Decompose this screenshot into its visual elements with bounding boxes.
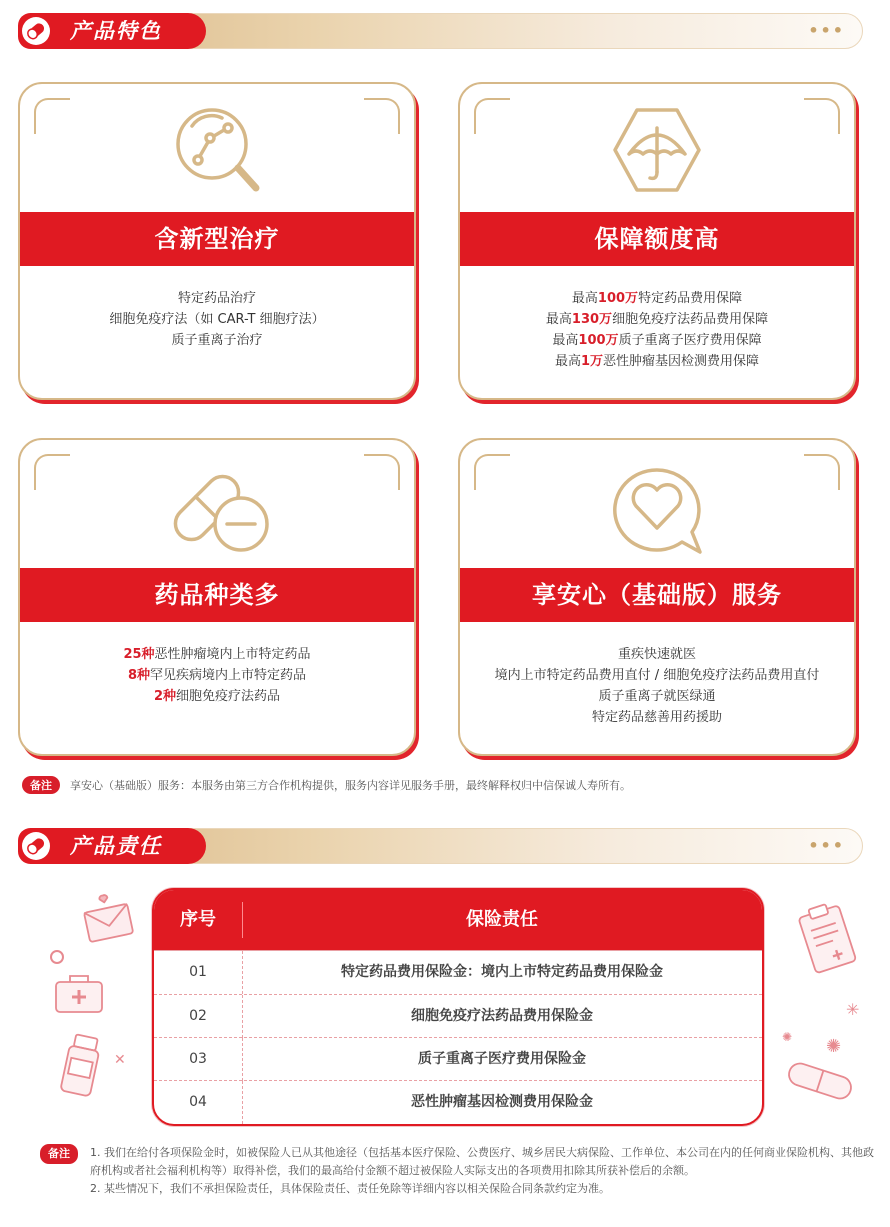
card-line bbox=[20, 665, 414, 686]
sparkle-icon: ✺ bbox=[826, 1036, 842, 1057]
card-title: 享安心（基础版）服务 bbox=[460, 568, 854, 622]
envelope-heart-icon bbox=[78, 892, 138, 952]
card-title: 含新型治疗 bbox=[20, 212, 414, 266]
card-lines bbox=[20, 288, 414, 351]
corner-decoration bbox=[474, 454, 510, 490]
card-line bbox=[460, 309, 854, 330]
line-text: 罕见疾病境内上市特定药品 bbox=[150, 668, 307, 683]
line-text: 质子重离子医疗费用保障 bbox=[618, 333, 762, 348]
feature-card-service bbox=[458, 438, 856, 756]
first-aid-kit-icon bbox=[52, 972, 108, 1020]
line-text: 恶性肿瘤基因检测费用保障 bbox=[603, 354, 760, 369]
highlight-amount: 100万 bbox=[578, 333, 619, 348]
line-text: 质子重离子就医绿通 bbox=[598, 689, 716, 704]
highlight-amount: 130万 bbox=[571, 312, 613, 327]
row-no: 04 bbox=[189, 1094, 207, 1110]
section-header-liability bbox=[18, 828, 863, 864]
more-dots-icon: ••• bbox=[808, 836, 845, 855]
liability-notes bbox=[40, 1144, 880, 1198]
line-text: 特定药品费用保障 bbox=[638, 291, 743, 306]
line-text: 最高 bbox=[571, 291, 598, 306]
highlight-amount: 8种 bbox=[127, 668, 151, 683]
note-item: 1. 我们在给付各项保险金时，如被保险人已从其他途径（包括基本医疗保险、公费医疗、城乡居民大病保险、工作单位、本公司在内的任何商业保险机构、其他政府机构或者社会福利机构等）取得补偿，我们的最高给付金额不超过被保险人实际支出的各项费用扣除其所获补偿后的余额。 bbox=[90, 1146, 874, 1177]
table-row bbox=[154, 1080, 762, 1123]
table-row bbox=[154, 994, 762, 1037]
magnifier-chart-icon bbox=[162, 102, 272, 206]
card-line bbox=[20, 644, 414, 665]
line-text: 境内上市特定药品费用直付 / 细胞免疫疗法药品费用直付 bbox=[494, 668, 820, 683]
more-dots-icon: ••• bbox=[808, 21, 845, 40]
card-line bbox=[460, 686, 854, 707]
row-no: 01 bbox=[189, 964, 207, 980]
line-text: 质子重离子治疗 bbox=[171, 333, 263, 348]
line-text: 最高 bbox=[554, 354, 581, 369]
row-liability: 质子重离子医疗费用保险金 bbox=[418, 1051, 586, 1067]
card-line bbox=[460, 707, 854, 728]
card-line bbox=[460, 330, 854, 351]
line-text: 特定药品治疗 bbox=[177, 291, 256, 306]
line-text: 恶性肿瘤境内上市特定药品 bbox=[154, 647, 311, 662]
line-text: 最高 bbox=[545, 312, 572, 327]
card-title: 保障额度高 bbox=[460, 212, 854, 266]
header-no: 序号 bbox=[180, 909, 216, 930]
row-liability: 细胞免疫疗法药品费用保险金 bbox=[411, 1008, 593, 1024]
note-item: 2. 某些情况下，我们不承担保险责任，具体保险责任、责任免除等详细内容以相关保险合同条款约定为准。 bbox=[90, 1182, 610, 1195]
corner-decoration bbox=[804, 98, 840, 134]
note-text: 享安心（基础版）服务：本服务由第三方合作机构提供，服务内容详见服务手册，最终解释权归中信保诚人寿所有。 bbox=[70, 779, 631, 792]
heart-chat-icon bbox=[602, 458, 712, 562]
card-line bbox=[20, 288, 414, 309]
feature-card-high-coverage bbox=[458, 82, 856, 400]
table-row bbox=[154, 1037, 762, 1080]
card-line bbox=[460, 644, 854, 665]
section-title-text: 产品责任 bbox=[70, 834, 162, 858]
capsule-icon bbox=[22, 832, 50, 860]
feature-card-drug-variety bbox=[18, 438, 416, 756]
line-text: 特定药品慈善用药援助 bbox=[591, 710, 722, 725]
sparkle-icon: ✳ bbox=[846, 1000, 860, 1019]
row-no: 02 bbox=[189, 1008, 207, 1024]
corner-decoration bbox=[364, 98, 400, 134]
card-title: 药品种类多 bbox=[20, 568, 414, 622]
card-line bbox=[460, 288, 854, 309]
card-lines bbox=[20, 644, 414, 707]
umbrella-icon bbox=[607, 102, 707, 206]
row-liability: 特定药品费用保险金：境内上市特定药品费用保险金 bbox=[341, 964, 663, 980]
row-no: 03 bbox=[189, 1051, 207, 1067]
corner-decoration bbox=[804, 454, 840, 490]
line-text: 细胞免疫疗法药品 bbox=[176, 689, 281, 704]
medicine-bottle-icon bbox=[56, 1030, 106, 1104]
card-line bbox=[460, 665, 854, 686]
corner-decoration bbox=[364, 454, 400, 490]
section-title bbox=[18, 13, 206, 49]
card-line bbox=[20, 309, 414, 330]
section-title-text: 产品特色 bbox=[70, 19, 162, 43]
sparkle-icon: ✺ bbox=[782, 1030, 793, 1044]
sparkle-icon: ✕ bbox=[114, 1052, 126, 1068]
feature-card-new-treatment bbox=[18, 82, 416, 400]
line-text: 重疾快速就医 bbox=[617, 647, 696, 662]
card-line bbox=[460, 351, 854, 372]
header-liability: 保险责任 bbox=[466, 909, 538, 930]
liability-table bbox=[152, 888, 764, 1126]
table-header bbox=[154, 890, 762, 950]
corner-decoration bbox=[34, 98, 70, 134]
note-tag: 备注 bbox=[22, 776, 60, 794]
highlight-amount: 25种 bbox=[123, 647, 155, 662]
card-line bbox=[20, 330, 414, 351]
clipboard-icon bbox=[796, 900, 860, 980]
corner-decoration bbox=[474, 98, 510, 134]
corner-decoration bbox=[34, 454, 70, 490]
line-text: 细胞免疫疗法（如 CAR-T 细胞疗法） bbox=[109, 312, 325, 327]
capsule-pill-icon bbox=[782, 1058, 858, 1108]
highlight-amount: 2种 bbox=[153, 689, 177, 704]
service-note bbox=[22, 776, 631, 794]
highlight-amount: 100万 bbox=[597, 291, 639, 306]
line-text: 最高 bbox=[552, 333, 579, 348]
circle-deco-icon bbox=[48, 948, 66, 970]
section-header-features bbox=[18, 13, 863, 49]
card-lines bbox=[460, 644, 854, 728]
table-body bbox=[154, 950, 762, 1123]
table-row bbox=[154, 951, 762, 994]
row-liability: 恶性肿瘤基因检测费用保险金 bbox=[411, 1094, 593, 1110]
note-tag: 备注 bbox=[40, 1144, 78, 1164]
section-title bbox=[18, 828, 206, 864]
line-text: 细胞免疫疗法药品费用保障 bbox=[612, 312, 769, 327]
card-line bbox=[20, 686, 414, 707]
card-lines bbox=[460, 288, 854, 372]
highlight-amount: 1万 bbox=[580, 354, 604, 369]
capsule-icon bbox=[22, 17, 50, 45]
pills-icon bbox=[157, 458, 277, 562]
